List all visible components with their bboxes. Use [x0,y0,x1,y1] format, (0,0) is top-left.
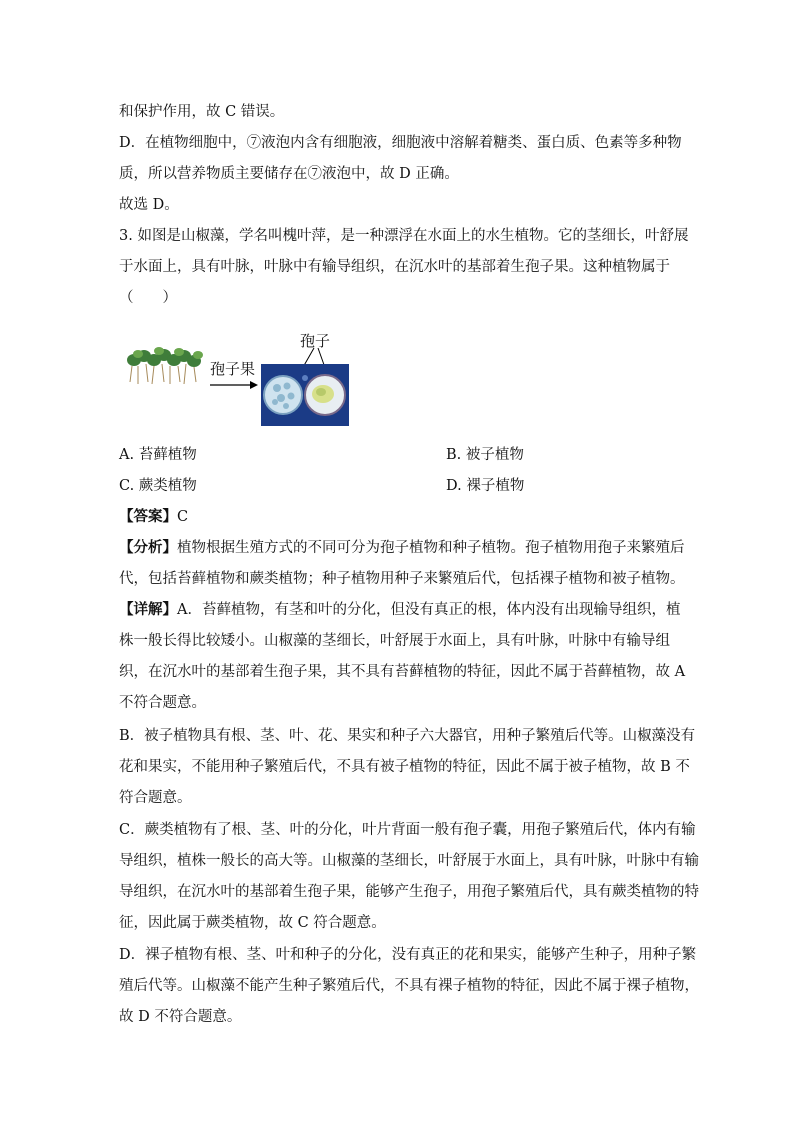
option-b: B. 被子植物 [446,447,524,463]
text-line: 质，所以营养物质主要储存在⑦液泡中，故 D 正确。 [119,166,459,182]
analysis-text: 植物根据生殖方式的不同可分为孢子植物和种子植物。孢子植物用孢子来繁殖后 [177,540,685,556]
detail-line: D．裸子植物有根、茎、叶和种子的分化，没有真正的花和果实，能够产生种子，用种子繁 [119,947,697,963]
detail-line: 株一般长得比较矮小。山椒藻的茎细长，叶舒展于水面上，具有叶脉，叶脉中有输导组 [119,633,670,649]
option-c: C. 蕨类植物 [119,478,197,494]
detail-line: 导组织，植株一般长的高大等。山椒藻的茎细长，叶舒展于水面上，具有叶脉，叶脉中有输 [119,853,699,869]
detail-line: 符合题意。 [119,790,192,806]
arrow-right-icon [210,380,258,390]
detail-line: 花和果实，不能用种子繁殖后代，不具有被子植物的特征，因此不属于被子植物，故 B 不 [119,759,690,775]
analysis-line: 代，包括苔藓植物和蕨类植物；种子植物用种子来繁殖后代，包括裸子植物和被子植物。 [119,571,685,587]
detail-line: 织，在沉水叶的基部着生孢子果，其不具有苔藓植物的特征，因此不属于苔藓植物，故 A [119,664,686,680]
detail-line: 殖后代等。山椒藻不能产生种子繁殖后代，不具有裸子植物的特征，因此不属于裸子植物， [119,978,699,994]
detail-line: 导组织，在沉水叶的基部着生孢子果，能够产生孢子，用孢子繁殖后代，具有蕨类植物的特 [119,884,699,900]
answer-tag: 【答案】 [119,508,177,525]
text-line: 故选 D。 [119,197,179,213]
analysis-tag: 【分析】 [119,539,177,556]
question-blank: （ ） [119,290,177,306]
question-line: 3. 如图是山椒藻，学名叫槐叶萍，是一种漂浮在水面上的水生植物。它的茎细长，叶舒展 [119,228,689,244]
question-line: 于水面上，具有叶脉，叶脉中有输导组织，在沉水叶的基部着生孢子果。这种植物属于 [119,259,670,275]
analysis-line [119,538,685,558]
option-d: D. 裸子植物 [446,478,525,494]
option-a: A. 苔藓植物 [119,447,197,463]
detail-tag: 【详解】 [119,601,177,618]
detail-line: C．蕨类植物有了根、茎、叶的分化，叶片背面一般有孢子囊，用孢子繁殖后代，体内有输 [119,822,696,838]
plant-figure [126,328,366,430]
detail-line: 故 D 不符合题意。 [119,1009,242,1025]
text-line: 和保护作用，故 C 错误。 [119,104,285,120]
detail-text: A．苔藓植物，有茎和叶的分化，但没有真正的根，体内没有出现输导组织，植 [177,602,681,618]
sporocarp-photo [261,364,349,426]
answer-value: C [177,509,189,525]
detail-line: B．被子植物具有根、茎、叶、花、果实和种子六大器官，用种子繁殖后代等。山椒藻没有 [119,728,696,744]
salvinia-plant-illustration [126,342,206,386]
detail-line: 征，因此属于蕨类植物，故 C 符合题意。 [119,915,386,931]
detail-line [119,600,680,620]
detail-line: 不符合题意。 [119,695,206,711]
answer-line [119,507,188,527]
text-line: D．在植物细胞中，⑦液泡内含有细胞液，细胞液中溶解着糖类、蛋白质、色素等多种物 [119,135,682,151]
sporocarp-label: 孢子果 [210,360,256,378]
spore-label: 孢子 [300,332,331,350]
